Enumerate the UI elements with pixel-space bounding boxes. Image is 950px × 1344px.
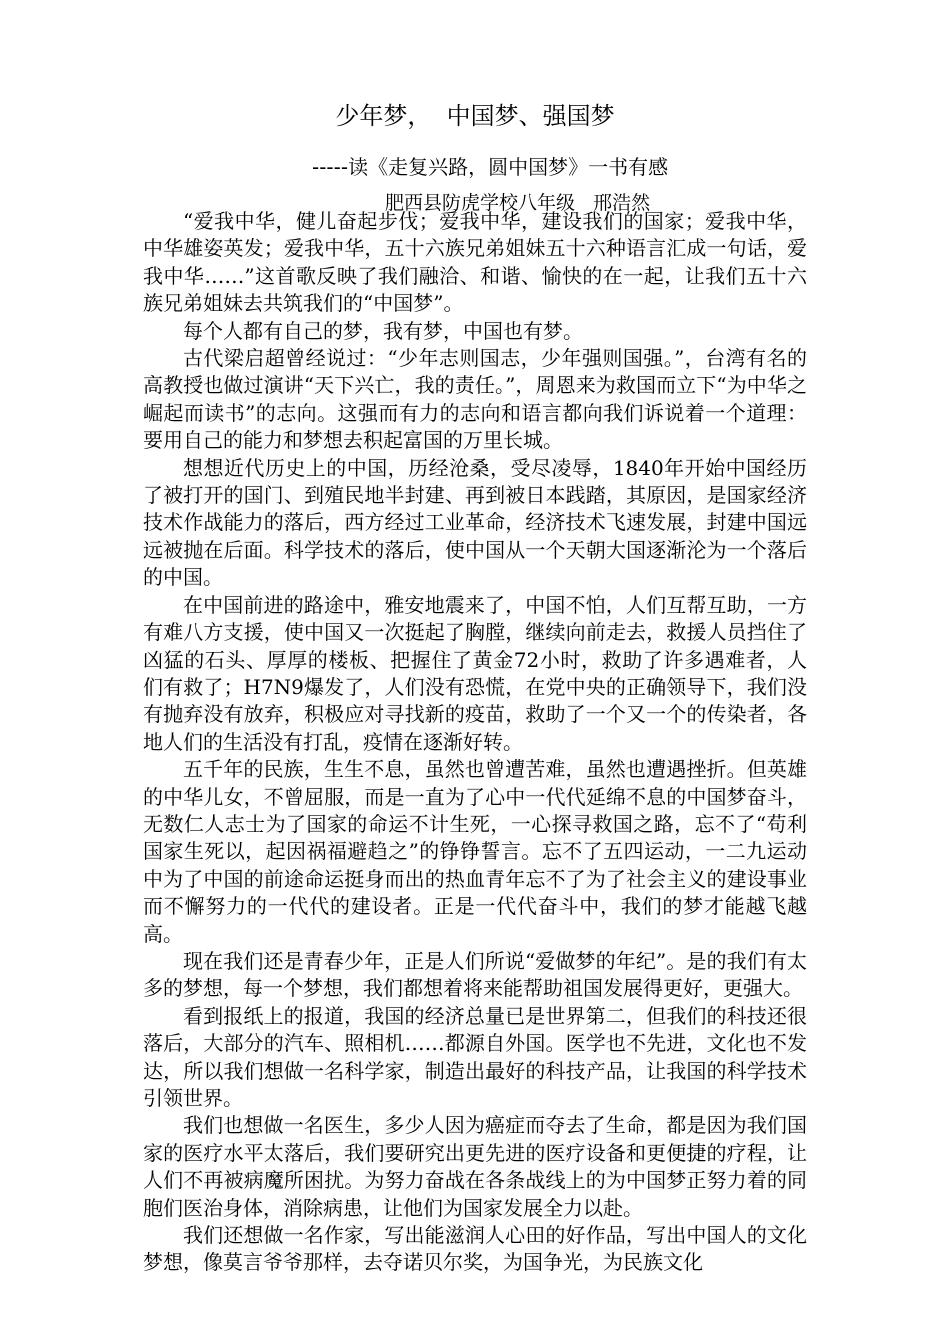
paragraph: 想想近代历史上的中国，历经沧桑，受尽凌辱，1840年开始中国经历了被打开的国门、到殖民地半封建、再到被日本践踏，其原因，是国家经济技术作战能力的落后，西方经过工业革命，经济技术飞速发展，封建中国远远被抛在后面。科学技术的落后，使中国从一个天朝大国逐渐沦为一个落后的中国。: [143, 455, 807, 590]
paragraph: 我们还想做一名作家，写出能滋润人心田的好作品，写出中国人的文化梦想，像莫言爷爷那样，去夺诺贝尔奖，为国争光，为民族文化: [143, 1223, 807, 1275]
paragraph: 五千年的民族，生生不息，虽然也曾遭苦难，虽然也遭遇挫折。但英雄的中华儿女，不曾屈服，而是一直为了心中一代代延绵不息的中国梦奋斗，无数仁人志士为了国家的命运不计生死，一心探寻救国之路，忘不了“苟利国家生死以，起因祸福避趋之”的铮铮誓言。忘不了五四运动，一二九运动中为了中国的前途命运挺身而出的热血青年忘不了为了社会主义的建设事业而不懈努力的一代代的建设者。正是一代代奋斗中，我们的梦才能越飞越高。: [143, 757, 807, 946]
paragraph: 古代梁启超曾经说过：“少年志则国志，少年强则国强。”，台湾有名的高教授也做过演讲“天下兴亡，我的责任。”，周恩来为救国而立下“为中华之崛起而读书”的志向。这强而有力的志向和语言都向我们诉说着一个道理：要用自己的能力和梦想去积起富国的万里长城。: [143, 346, 807, 453]
page-title: 少年梦， 中国梦、强国梦: [335, 102, 615, 130]
page-subtitle: -----读《走复兴路，圆中国梦》一书有感: [312, 155, 669, 179]
paragraph: “爱我中华，健儿奋起步伐；爱我中华，建设我们的国家；爱我中华，中华雄姿英发；爱我中华，五十六族兄弟姐妹五十六种语言汇成一句话，爱我中华……”这首歌反映了我们融洽、和谐、愉快的在一起，让我们五十六族兄弟姐妹去共筑我们的“中国梦”。: [143, 209, 807, 316]
paragraph: 现在我们还是青春少年，正是人们所说“爱做梦的年纪”。是的我们有太多的梦想，每一个梦想，我们都想着将来能帮助祖国发展得更好，更强大。: [143, 948, 807, 1001]
paragraph: 我们也想做一名医生，多少人因为癌症而夺去了生命，都是因为我们国家的医疗水平太落后，我们要研究出更先进的医疗设备和更便捷的疗程，让人们不再被病魔所困扰。为努力奋战在各条战线上的为中国梦正努力着的同胞们医治身体，消除病患，让他们为国家发展全力以赴。: [143, 1113, 807, 1220]
paragraph: 看到报纸上的报道，我国的经济总量已是世界第二，但我们的科技还很落后，大部分的汽车、照相机……都源自外国。医学也不先进，文化也不发达，所以我们想做一名科学家，制造出最好的科技产品，让我国的科学技术引领世界。: [143, 1003, 807, 1110]
author-line: 肥西县防虎学校八年级 邢浩然: [385, 192, 651, 214]
paragraph: 在中国前进的路途中，雅安地震来了，中国不怕，人们互帮互助，一方有难八方支援，使中国又一次挺起了胸膛，继续向前走去，救援人员挡住了凶猛的石头、厚厚的楼板、把握住了黄金72小时，救助了许多遇难者，人们有救了；H7N9爆发了，人们没有恐慌，在党中央的正确领导下，我们没有抛弃没有放弃，积极应对寻找新的疫苗，救助了一个又一个的传染者，各地人们的生活没有打乱，疫情在逐渐好转。: [143, 592, 807, 754]
article-body: [143, 208, 807, 1277]
paragraph: 每个人都有自己的梦，我有梦，中国也有梦。: [183, 318, 583, 343]
